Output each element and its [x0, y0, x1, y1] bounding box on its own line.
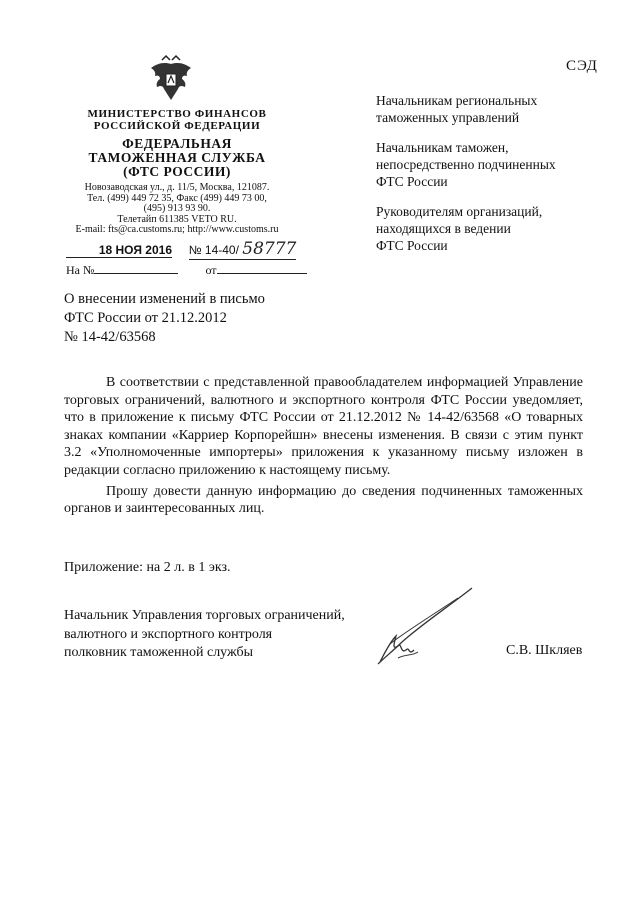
appendix-note: Приложение: на 2 л. в 1 экз.: [64, 560, 231, 575]
addressee-group: Начальникам региональных таможенных управлений: [376, 93, 538, 125]
handwritten-number: 58777: [242, 239, 297, 259]
addressee-group: Руководителям организаций, находящихся в ведении ФТС России: [376, 204, 543, 253]
registration-line: [66, 239, 296, 260]
addressee-group: Начальникам таможен, непосредственно подчиненных ФТС России: [376, 140, 556, 189]
addressees: [376, 92, 606, 267]
body-paragraph: В соответствии с представленной правообладателем информацией Управление торговых ограничений, валютного и экспортного контроля ФТС России уведомляет, что в приложение к письму ФТС России от 21.12.2012 № 14-42/63568 «О товарных знаках компании «Карриер Корпорейшн» внесены изменения. В связи с этим пункт 3.2 «Уполномоченные импортеры» приложения к указанному письму изложен в редакции согласно приложению к настоящему письму.: [64, 375, 583, 478]
reference-line: На № от: [66, 262, 307, 278]
service-name: ФЕДЕРАЛЬНАЯ ТАМОЖЕННАЯ СЛУЖБА (ФТС РОССИИ): [88, 136, 266, 179]
handwritten-signature: [372, 584, 482, 668]
subject: О внесении изменений в письмо ФТС России от 21.12.2012 № 14-42/63568: [64, 291, 265, 345]
registration-number: № 14-40/ 58777: [188, 239, 297, 259]
coat-of-arms-icon: [148, 54, 194, 104]
signer-name: С.В. Шкляев: [506, 643, 583, 658]
document-mark: СЭД: [566, 58, 598, 74]
body-paragraph: Прошу довести данную информацию до сведения подчиненных таможенных органов и заинтересованных лиц.: [64, 483, 583, 517]
registration-date: 18 НОЯ 2016: [66, 243, 172, 258]
ministry-name: МИНИСТЕРСТВО ФИНАНСОВ РОССИЙСКОЙ ФЕДЕРАЦИИ: [87, 108, 267, 132]
address-block: Новозаводская ул., д. 11/5, Москва, 121087. Тел. (499) 449 72 35, Факс (499) 449 73 00, (495) 913 93 90. Телетайп 611385 VETO RU. E-mail: fts@ca.customs.ru; http://www.customs.ru: [75, 182, 279, 235]
letter-body: [64, 374, 583, 521]
signer-position: Начальник Управления торговых ограничений, валютного и экспортного контроля полковник таможенной службы: [64, 608, 345, 660]
